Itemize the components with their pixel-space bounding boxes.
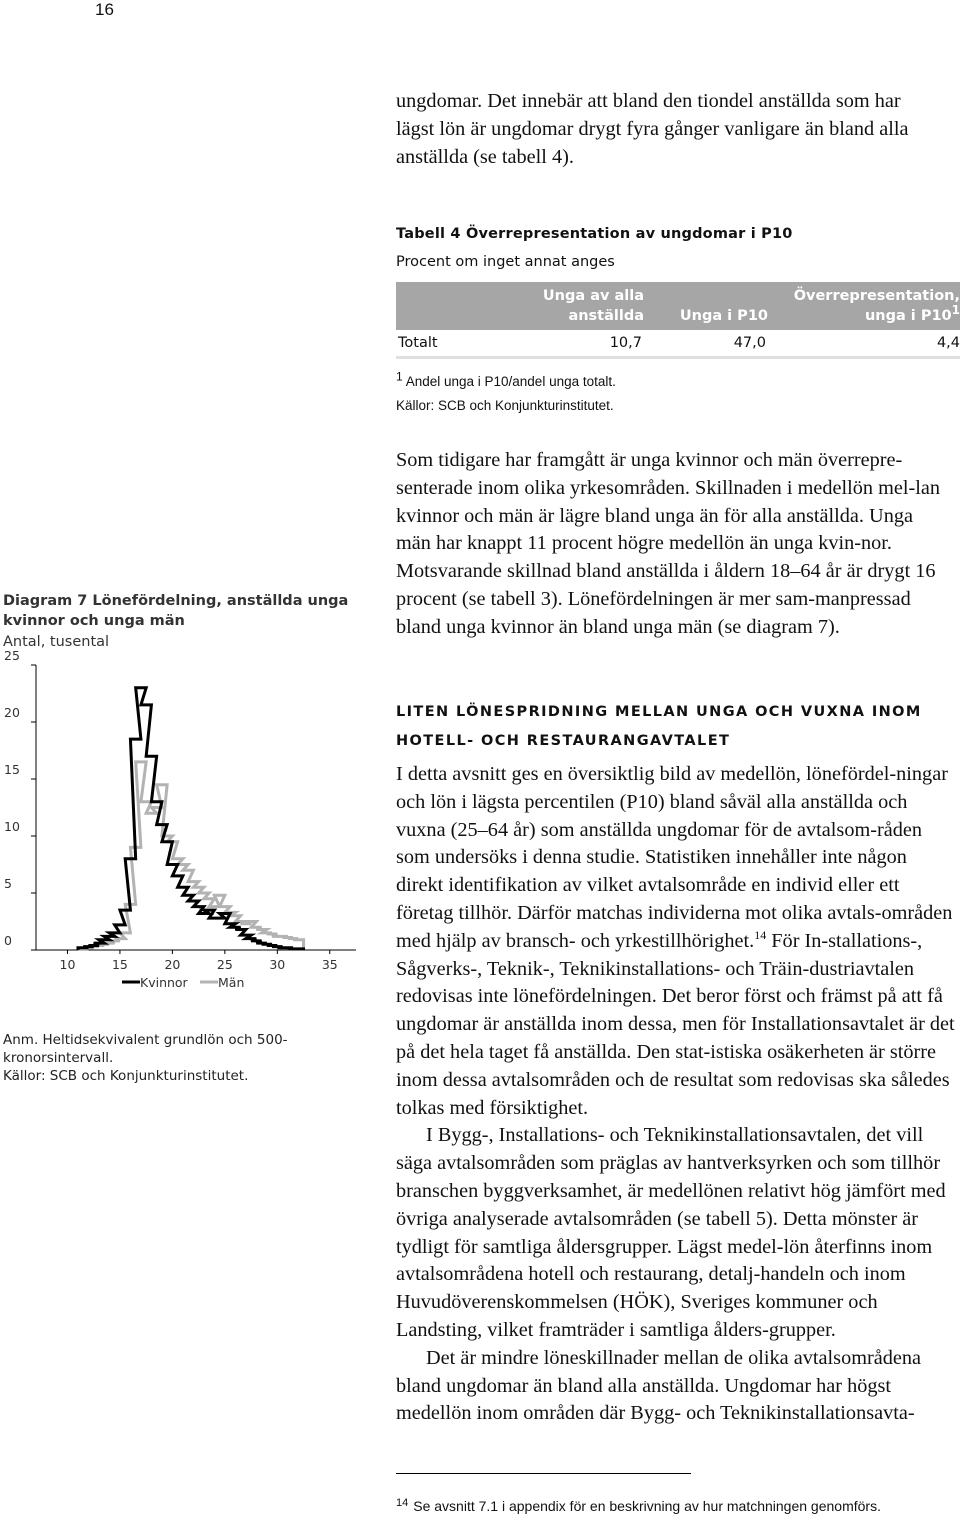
footnote-number: 14 — [396, 1497, 409, 1509]
chart-anm: Anm. Heltidsekvivalent grundlön och 500-kronorsintervall. — [3, 1032, 288, 1066]
x-tick-label: 25 — [216, 957, 233, 972]
footnote: $^{14}$ Se avsnitt 7.1 i appendix för en beskrivning av hur matchningen genomförs. — [396, 1497, 881, 1514]
series-line-kvinnor — [78, 688, 304, 950]
column-header-unga-av-alla: Unga av alla anställda — [542, 288, 644, 324]
table-source: Källor: SCB och Konjunkturinstitutet. — [396, 398, 614, 413]
y-tick-label: 15 — [4, 762, 20, 777]
x-tick-label: 30 — [269, 957, 286, 972]
y-tick-label: 0 — [4, 933, 12, 948]
chart-header — [3, 591, 363, 653]
x-tick-label: 35 — [321, 957, 338, 972]
paragraph-loneskillnader: Det är mindre löneskillnader mellan de olika avtalsområdena bland ungdomar än bland alla anställda. Ungdomar har högst medellön inom områden där Bygg- och Teknikinstallationsavta- — [396, 1346, 922, 1425]
intro-paragraph: ungdomar. Det innebär att bland den tiondel anställda som har lägst lön är ungdomar drygt fyra gånger vanligare än bland alla anställda (se tabell 4). — [396, 90, 909, 168]
paragraph-bygg: I Bygg-, Installations- och Teknikinstallationsavtalen, det vill säga avtalsområden som präglas av hantverksyrken och som tillhör branschen byggverksamhet, är medellönen relativt hög jämfört med övriga analyserade avtalsområden (se tabell 5). Detta mönster är tydligt för samtliga åldersgrupper. Lägst medel-lön återfinns inom avtalsområdena hotell och restaurang, detalj-handeln och inom Huvudöverenskommelsen (HÖK), Sveriges kommuner och Landsting, vilket framträder i samtliga ålders-grupper. — [396, 1124, 946, 1341]
paragraph-unga-kvinnor-man: Som tidigare har framgått är unga kvinnor och män överrepre-senterade inom olika yrkesområden. Skillnaden i medellön mel-lan kvinnor och män är lägre bland unga än för alla anställda. Unga män har knappt 11 procent högre medellön än unga kvin-nor. Motsvarande skillnad bland anställda i åldern 18–64 år är drygt 16 procent (se tabell 3). Lönefördelningen är mer sam-manpressad bland unga kvinnor än bland unga män (se diagram 7). — [396, 449, 941, 638]
cell-unga-av-alla: 10,7 — [609, 335, 642, 351]
paragraph-avtalsomraden: I detta avsnitt ges en översiktlig bild av medellön, lönefördel-ningar och lön i lägsta percentilen (P10) bland såväl alla anställda och vuxna (25–64 år) som anställda ungdomar för de avtalsom-råden som undersöks i denna studie. Statistiken innehåller inte någon direkt identifikation av vilket avtalsområde en individ eller ett företag tillhör. Därför matchas individerna mot olika avtals-områden med hjälp av bransch- och yrkestillhörighet.$^{14}$ För In-stallations-, Sågverks-, Teknik-, Teknikinstallations- och Träin-dustriavtalen redovisas inte lönefördelningen. Det beror först och främst på att få ungdomar är anställda inom dessa, men för Installationsavtalet är det på det hela taget få anställda. Den stat-istiska osäkerheten är större inom dessa avtalsområden och de resultat som redovisas ska således tolkas med försiktighet. — [396, 763, 955, 1119]
x-tick-label: 10 — [59, 957, 76, 972]
y-tick-label: 25 — [4, 648, 20, 663]
table-header — [396, 282, 960, 330]
section-heading: LITEN LÖNESPRIDNING MELLAN UNGA OCH VUXNA INOM HOTELL- OCH RESTAURANGAVTALET — [396, 704, 922, 749]
row-label: Totalt — [398, 335, 438, 351]
cell-unga-i-p10: 47,0 — [733, 335, 766, 351]
table-row — [396, 330, 960, 359]
table-4 — [396, 222, 960, 415]
chart-notes — [3, 1031, 363, 1085]
table-footnote: $^1$ Andel unga i P10/andel unga totalt. — [396, 369, 616, 389]
wage-distribution-chart — [0, 650, 370, 1020]
legend-label-kvinnor: Kvinnor — [140, 975, 188, 990]
cell-overrepresentation: 4,4 — [936, 335, 960, 351]
y-tick-label: 20 — [4, 705, 20, 720]
series-line-man — [78, 762, 304, 950]
y-tick-label: 5 — [4, 876, 12, 891]
column-header-overrepresentation: Överrepresentation, unga i $P10^1$ — [793, 288, 960, 324]
y-tick-label: 10 — [4, 819, 20, 834]
column-superscript: 1 — [951, 303, 960, 318]
page-number: 16 — [95, 0, 114, 19]
footnote-reference: 14 — [754, 928, 767, 943]
column-header-unga-i-p10: Unga i P10 — [679, 308, 768, 324]
table-title: Tabell 4 Överrepresentation av ungdomar i P10 — [396, 226, 793, 242]
footnote-divider — [396, 1473, 691, 1474]
x-tick-label: 15 — [111, 957, 128, 972]
legend-label-man: Män — [218, 975, 245, 990]
chart-source: Källor: SCB och Konjunkturinstitutet. — [3, 1068, 249, 1084]
table-footnote-marker: 1 — [396, 369, 403, 384]
x-tick-label: 20 — [164, 957, 181, 972]
chart-title: Diagram 7 Lönefördelning, anställda unga kvinnor och unga män — [3, 593, 349, 629]
chart-ylabel: Antal, tusental — [3, 634, 110, 650]
table-subtitle: Procent om inget annat anges — [396, 254, 615, 270]
section-body — [396, 761, 956, 1428]
